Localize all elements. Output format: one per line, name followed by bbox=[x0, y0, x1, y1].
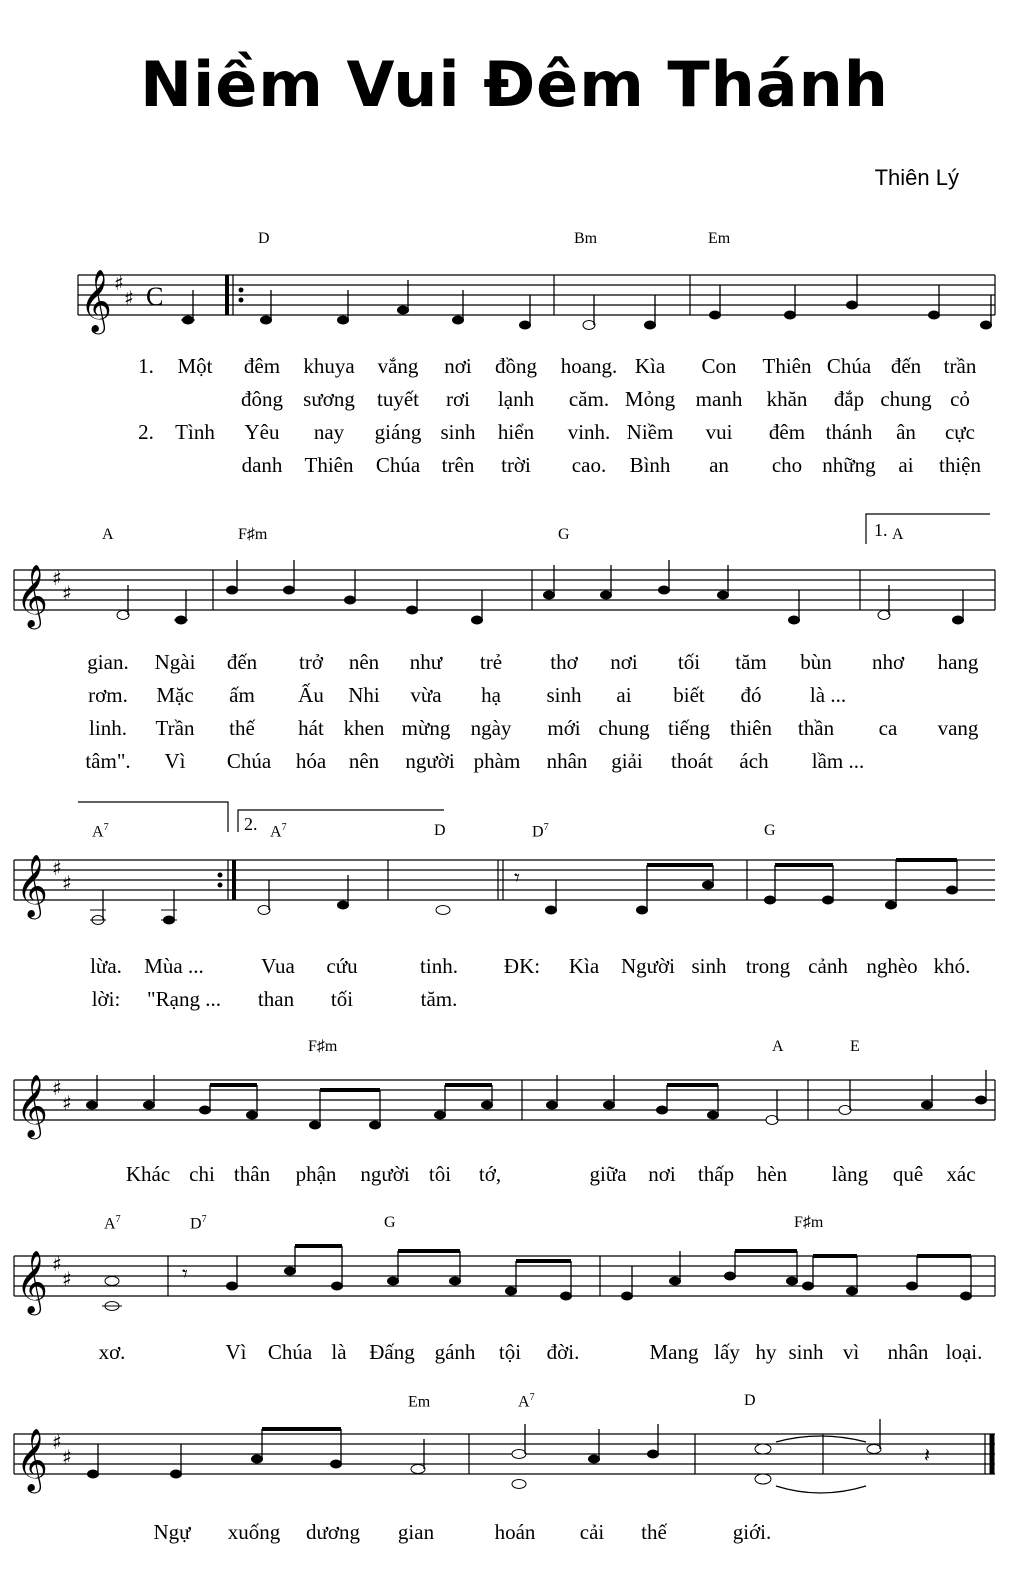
treble-clef-icon: 𝄞 bbox=[16, 564, 48, 627]
svg-text:♯: ♯ bbox=[62, 1445, 72, 1469]
chord-symbol: F♯m bbox=[794, 1214, 824, 1231]
music-staff bbox=[0, 1036, 1029, 1156]
lyric-syllable: ca bbox=[878, 716, 898, 740]
lyric-syllable: Chúa bbox=[267, 1340, 313, 1364]
lyric-syllable: cực bbox=[944, 420, 976, 444]
volta-label: 2. bbox=[244, 814, 258, 834]
lyric-line bbox=[0, 716, 1029, 742]
lyric-syllable: Đấng bbox=[369, 1340, 415, 1364]
lyric-syllable: nên bbox=[348, 749, 380, 773]
lyric-syllable: 2. bbox=[138, 420, 154, 444]
lyric-syllable: bùn bbox=[800, 650, 832, 674]
lyric-syllable: ngày bbox=[470, 716, 512, 740]
lyric-syllable: Trần bbox=[155, 716, 195, 740]
lyric-syllable: thế bbox=[229, 716, 255, 740]
lyric-syllable: chung bbox=[598, 716, 650, 740]
svg-text:𝄽: 𝄽 bbox=[924, 1443, 931, 1467]
lyric-syllable: khuya bbox=[303, 354, 355, 378]
chord-symbol: A bbox=[102, 526, 114, 543]
lyric-syllable: lầm ... bbox=[811, 749, 865, 773]
lyric-syllable: hoán bbox=[494, 1520, 536, 1544]
chord-symbol: D bbox=[744, 1392, 756, 1409]
lyric-syllable: Kìa bbox=[568, 954, 600, 978]
lyric-syllable: mới bbox=[547, 716, 581, 740]
lyric-syllable: Chúa bbox=[826, 354, 872, 378]
lyric-syllable: Ấu bbox=[298, 683, 324, 707]
chord-symbol: E bbox=[850, 1038, 860, 1055]
lyric-syllable: vui bbox=[705, 420, 733, 444]
svg-text:♯: ♯ bbox=[52, 566, 62, 590]
lyric-syllable: hóa bbox=[295, 749, 327, 773]
lyric-syllable: sinh bbox=[546, 683, 582, 707]
lyric-syllable: Bình bbox=[629, 453, 671, 477]
lyric-syllable: rơi bbox=[446, 387, 470, 411]
chord-symbol: F♯m bbox=[238, 526, 268, 543]
lyric-syllable: như bbox=[409, 650, 443, 674]
lyric-syllable: trời bbox=[501, 453, 531, 477]
treble-clef-icon: 𝄞 bbox=[16, 1428, 48, 1491]
lyric-syllable: manh bbox=[695, 387, 743, 411]
chord-symbol: D bbox=[258, 230, 270, 247]
lyric-line bbox=[0, 453, 1029, 479]
lyric-syllable: Con bbox=[701, 354, 737, 378]
svg-text:C: C bbox=[146, 282, 164, 311]
lyric-syllable: Vua bbox=[261, 954, 295, 978]
svg-text:♯: ♯ bbox=[62, 1267, 72, 1291]
lyric-syllable: khăn bbox=[766, 387, 808, 411]
music-staff bbox=[0, 812, 1029, 932]
lyric-syllable: Niềm bbox=[626, 420, 674, 444]
staff-system-5 bbox=[0, 1212, 1029, 1382]
note-heads bbox=[181, 275, 992, 330]
lyric-syllable: "Rạng ... bbox=[147, 987, 221, 1011]
lyric-syllable: sinh bbox=[440, 420, 476, 444]
lyric-syllable: Ngự bbox=[153, 1520, 191, 1544]
lyric-syllable: xuống bbox=[227, 1520, 281, 1544]
chord-symbol: A bbox=[892, 526, 904, 543]
volta-label: 1. bbox=[874, 520, 888, 540]
chord-symbol: Bm bbox=[574, 230, 598, 247]
lyric-syllable: sinh bbox=[691, 954, 727, 978]
lyric-syllable: nhơ bbox=[871, 650, 905, 674]
lyric-syllable: lạnh bbox=[497, 387, 535, 411]
lyric-syllable: nhân bbox=[546, 749, 588, 773]
lyric-syllable: giữa bbox=[589, 1162, 627, 1186]
lyric-syllable: đêm bbox=[243, 354, 281, 378]
lyric-syllable: tiếng bbox=[668, 716, 710, 740]
lyric-syllable: là ... bbox=[809, 683, 847, 707]
lyric-syllable: trên bbox=[441, 453, 475, 477]
lyric-syllable: làng bbox=[831, 1162, 869, 1186]
lyric-syllable: Ngài bbox=[154, 650, 196, 674]
lyric-line bbox=[0, 1162, 1029, 1188]
chord-symbol: D bbox=[434, 822, 446, 839]
svg-text:♯: ♯ bbox=[114, 271, 124, 295]
chord-symbol: G bbox=[558, 526, 570, 543]
lyric-syllable: hy bbox=[755, 1340, 777, 1364]
lyric-syllable: 1. bbox=[138, 354, 154, 378]
treble-clef-icon: 𝄞 bbox=[16, 1074, 48, 1137]
lyric-syllable: thế bbox=[641, 1520, 667, 1544]
lyric-syllable: tăm bbox=[735, 650, 767, 674]
lyric-line bbox=[0, 954, 1029, 980]
lyric-syllable: đắp bbox=[833, 387, 865, 411]
lyric-syllable: danh bbox=[241, 453, 283, 477]
lyric-syllable: chi bbox=[189, 1162, 215, 1186]
lyric-syllable: giải bbox=[611, 749, 643, 773]
lyric-syllable: vắng bbox=[377, 354, 419, 378]
lyric-syllable: tối bbox=[330, 987, 354, 1011]
lyric-syllable: tôi bbox=[428, 1162, 452, 1186]
lyric-syllable: đông bbox=[241, 387, 283, 411]
svg-text:♯: ♯ bbox=[52, 1252, 62, 1276]
lyric-syllable: thánh bbox=[825, 420, 873, 444]
lyric-line bbox=[0, 354, 1029, 380]
lyric-syllable: nhân bbox=[887, 1340, 929, 1364]
lyric-syllable: hát bbox=[298, 716, 324, 740]
lyric-syllable: khó. bbox=[933, 954, 971, 978]
lyric-line bbox=[0, 420, 1029, 446]
lyric-syllable: những bbox=[822, 453, 876, 477]
lyric-syllable: trong bbox=[745, 954, 791, 978]
lyric-syllable: phàm bbox=[473, 749, 521, 773]
composer-name: Thiên Lý bbox=[874, 165, 959, 190]
lyric-syllable: khen bbox=[343, 716, 385, 740]
lyric-syllable: lấy bbox=[714, 1340, 740, 1364]
lyric-syllable: Chúa bbox=[226, 749, 272, 773]
lyric-syllable: chung bbox=[880, 387, 932, 411]
staff-system-2 bbox=[0, 522, 1029, 792]
lyric-syllable: trẻ bbox=[479, 650, 503, 674]
lyric-line bbox=[0, 987, 1029, 1013]
lyric-syllable: linh. bbox=[89, 716, 127, 740]
lyric-syllable: cảnh bbox=[808, 954, 848, 978]
lyric-syllable: thân bbox=[233, 1162, 271, 1186]
lyric-syllable: ai bbox=[616, 683, 632, 707]
chord-symbol: $D^7$ bbox=[532, 822, 549, 841]
lyric-syllable: hang bbox=[937, 650, 979, 674]
lyric-syllable: người bbox=[405, 749, 455, 773]
lyric-syllable: đó bbox=[740, 683, 762, 707]
lyric-syllable: xác bbox=[946, 1162, 976, 1186]
lyric-syllable: vang bbox=[937, 716, 979, 740]
music-staff bbox=[0, 1212, 1029, 1332]
lyric-syllable: Người bbox=[621, 954, 675, 978]
lyric-syllable: sinh bbox=[788, 1340, 824, 1364]
lyric-syllable: nơi bbox=[610, 650, 638, 674]
lyric-syllable: đồng bbox=[495, 354, 537, 378]
lyric-syllable: Vì bbox=[164, 749, 186, 773]
lyric-syllable: Thiên bbox=[762, 354, 812, 378]
lyric-line bbox=[0, 683, 1029, 709]
lyric-syllable: Yêu bbox=[244, 420, 280, 444]
lyric-syllable: Nhi bbox=[348, 683, 380, 707]
lyric-syllable: cỏ bbox=[950, 387, 970, 411]
chord-symbol: F♯m bbox=[308, 1038, 338, 1055]
lyric-syllable: mừng bbox=[401, 716, 451, 740]
lyric-syllable: phận bbox=[295, 1162, 337, 1186]
lyric-syllable: cứu bbox=[326, 954, 358, 978]
lyric-syllable: gian bbox=[397, 1520, 435, 1544]
lyric-syllable: cao. bbox=[571, 453, 607, 477]
chord-symbol: A bbox=[772, 1038, 784, 1055]
lyric-syllable: tuyết bbox=[377, 387, 419, 411]
lyric-syllable: trở bbox=[299, 650, 323, 674]
lyric-syllable: đến bbox=[890, 354, 922, 378]
lyric-syllable: thần bbox=[797, 716, 835, 740]
lyric-syllable: ân bbox=[896, 420, 916, 444]
chord-symbol: $A^7$ bbox=[270, 822, 287, 841]
staff-system-3 bbox=[0, 812, 1029, 1022]
lyric-syllable: hèn bbox=[756, 1162, 788, 1186]
music-staff bbox=[0, 522, 1029, 642]
lyric-syllable: Khác bbox=[125, 1162, 171, 1186]
lyric-syllable: thấp bbox=[697, 1162, 735, 1186]
lyric-syllable: hiển bbox=[497, 420, 535, 444]
lyric-syllable: tinh. bbox=[420, 954, 458, 978]
lyric-syllable: lời: bbox=[91, 987, 121, 1011]
svg-text:𝄾: 𝄾 bbox=[182, 1262, 188, 1287]
lyric-syllable: Mùa ... bbox=[144, 954, 204, 978]
song-title: Niềm Vui Đêm Thánh bbox=[140, 48, 889, 121]
lyric-line bbox=[0, 650, 1029, 676]
svg-text:♯: ♯ bbox=[52, 1430, 62, 1454]
lyric-syllable: tội bbox=[498, 1340, 522, 1364]
lyric-syllable: ấm bbox=[229, 683, 255, 707]
chord-symbol: $A^7$ bbox=[518, 1392, 535, 1411]
lyric-syllable: than bbox=[257, 987, 295, 1011]
chord-symbol: $A^7$ bbox=[104, 1214, 121, 1233]
lyric-syllable: người bbox=[360, 1162, 410, 1186]
lyric-syllable: Vì bbox=[225, 1340, 247, 1364]
lyric-syllable: dương bbox=[306, 1520, 360, 1544]
lyric-syllable: an bbox=[709, 453, 729, 477]
lyric-syllable: căm. bbox=[568, 387, 610, 411]
chord-symbol: Em bbox=[408, 1393, 431, 1411]
lyric-syllable: tối bbox=[677, 650, 701, 674]
lyric-syllable: biết bbox=[673, 683, 705, 707]
lyric-syllable: cải bbox=[579, 1520, 605, 1544]
lyric-syllable: Kìa bbox=[634, 354, 666, 378]
lyric-syllable: xơ. bbox=[98, 1340, 126, 1364]
lyric-syllable: hoang. bbox=[560, 354, 618, 378]
music-staff bbox=[0, 230, 1029, 350]
lyric-syllable: vinh. bbox=[567, 420, 611, 444]
staff-system-4 bbox=[0, 1036, 1029, 1196]
lyric-syllable: Chúa bbox=[375, 453, 421, 477]
lyric-syllable: nơi bbox=[648, 1162, 676, 1186]
svg-text:♯: ♯ bbox=[52, 856, 62, 880]
lyric-syllable: là bbox=[331, 1340, 347, 1364]
chord-symbol: $D^7$ bbox=[190, 1214, 207, 1233]
chord-symbol: G bbox=[764, 822, 776, 839]
lyric-syllable: đến bbox=[226, 650, 258, 674]
lyric-syllable: vừa bbox=[410, 683, 442, 707]
lyric-syllable: ĐK: bbox=[503, 954, 541, 978]
lyric-syllable: tâm". bbox=[85, 749, 131, 773]
svg-text:𝄾: 𝄾 bbox=[514, 866, 520, 891]
svg-text:♯: ♯ bbox=[62, 871, 72, 895]
lyric-syllable: gian. bbox=[87, 650, 129, 674]
lyric-syllable: loại. bbox=[945, 1340, 983, 1364]
lyric-syllable: Một bbox=[177, 354, 213, 378]
lyric-syllable: tớ, bbox=[478, 1162, 502, 1186]
lyric-syllable: thơ bbox=[550, 650, 578, 674]
lyric-syllable: nghèo bbox=[866, 954, 918, 978]
treble-clef-icon: 𝄞 bbox=[80, 269, 112, 332]
lyric-syllable: giáng bbox=[374, 420, 422, 444]
lyric-syllable: đêm bbox=[768, 420, 806, 444]
chord-symbol: $A^7$ bbox=[92, 822, 109, 841]
treble-clef-icon: 𝄞 bbox=[16, 854, 48, 917]
lyric-line bbox=[0, 749, 1029, 775]
lyric-syllable: ai bbox=[898, 453, 914, 477]
lyric-syllable: nay bbox=[313, 420, 345, 444]
lyric-syllable: đời. bbox=[546, 1340, 580, 1364]
chord-symbol: Em bbox=[708, 230, 731, 247]
lyric-syllable: nơi bbox=[444, 354, 472, 378]
lyric-syllable: hạ bbox=[481, 683, 501, 707]
lyric-line bbox=[0, 387, 1029, 413]
staff-system-1 bbox=[0, 230, 1029, 490]
lyric-syllable: thiện bbox=[939, 453, 981, 477]
music-staff bbox=[0, 1390, 1029, 1510]
staff-system-6 bbox=[0, 1390, 1029, 1570]
svg-text:♯: ♯ bbox=[52, 1076, 62, 1100]
lyric-syllable: thiên bbox=[730, 716, 772, 740]
chord-symbol: G bbox=[384, 1214, 396, 1231]
lyric-syllable: Mỏng bbox=[624, 387, 676, 411]
lyric-syllable: gánh bbox=[434, 1340, 476, 1364]
lyric-syllable: trần bbox=[943, 354, 977, 378]
treble-clef-icon: 𝄞 bbox=[16, 1250, 48, 1313]
lyric-syllable: quê bbox=[892, 1162, 924, 1186]
lyric-syllable: nên bbox=[348, 650, 380, 674]
lyric-syllable: rơm. bbox=[88, 683, 128, 707]
lyric-syllable: sương bbox=[303, 387, 355, 411]
svg-text:♯: ♯ bbox=[124, 286, 134, 310]
svg-text:♯: ♯ bbox=[62, 581, 72, 605]
lyric-syllable: Mặc bbox=[156, 683, 194, 707]
lyric-line bbox=[0, 1520, 1029, 1546]
lyric-syllable: lừa. bbox=[90, 954, 122, 978]
lyric-syllable: cho bbox=[771, 453, 803, 477]
svg-text:♯: ♯ bbox=[62, 1091, 72, 1115]
lyric-line bbox=[0, 1340, 1029, 1366]
lyric-syllable: Mang bbox=[649, 1340, 699, 1364]
lyric-syllable: Tình bbox=[175, 420, 215, 444]
lyric-syllable: giới. bbox=[732, 1520, 772, 1544]
lyric-syllable: Thiên bbox=[304, 453, 354, 477]
lyric-syllable: vì bbox=[842, 1340, 860, 1364]
lyric-syllable: tăm. bbox=[420, 987, 458, 1011]
lyric-syllable: thoát bbox=[671, 749, 713, 773]
lyric-syllable: ách bbox=[739, 749, 769, 773]
